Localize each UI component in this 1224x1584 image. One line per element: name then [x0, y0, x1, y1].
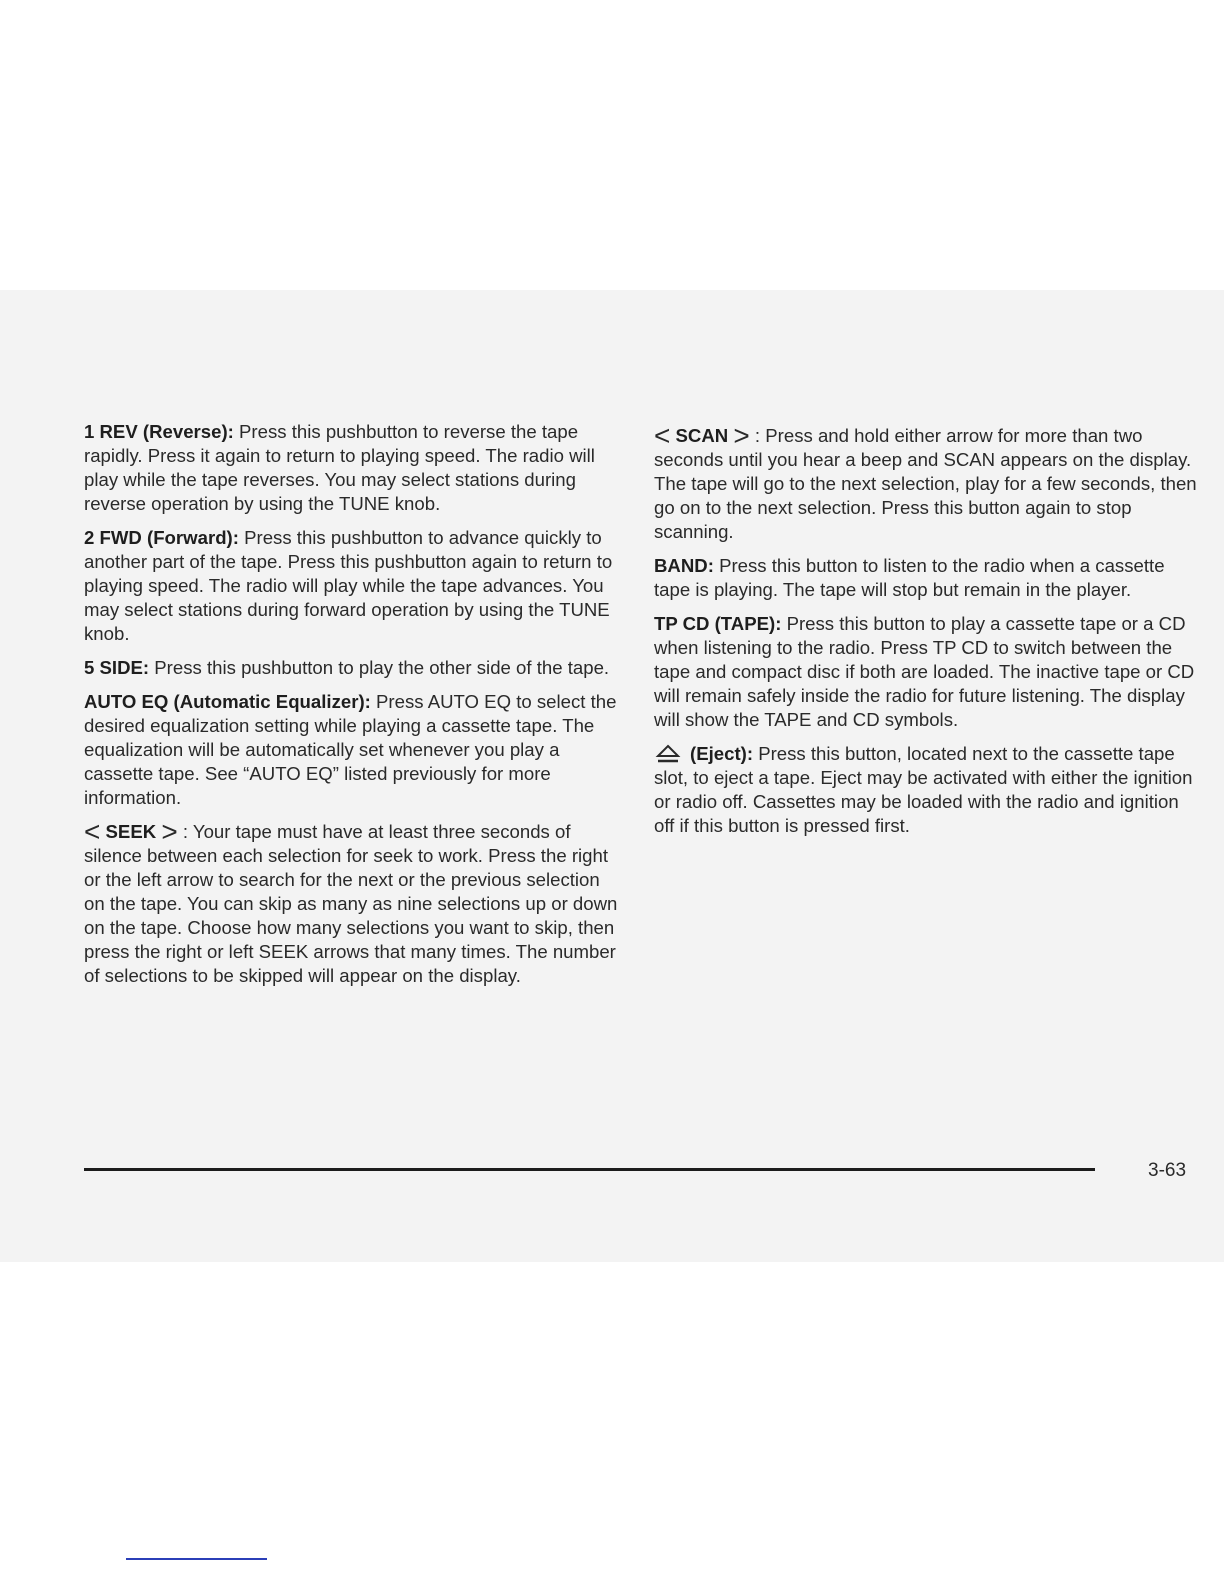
scan-left-arrow-icon: < — [654, 420, 671, 451]
auto-eq-paragraph — [84, 690, 619, 810]
tp-cd-text: Press this button to play a cassette tape or a CD when listening to the radio. Press TP CD to switch between the tape and compact disc if both are loaded. The inactive tape or CD will remain safely inside the radio for future listening. The display will show the TAPE and CD symbols. — [654, 613, 1195, 730]
fwd-term: 2 FWD (Forward): — [84, 527, 239, 548]
side-term: 5 SIDE: — [84, 657, 150, 678]
tp-cd-paragraph — [654, 612, 1199, 732]
side-text: Press this pushbutton to play the other side of the tape. — [149, 657, 610, 678]
seek-paragraph — [84, 816, 619, 988]
fwd-text: Press this pushbutton to advance quickly to another part of the tape. Press this pushbutton again to return to playing speed. The radio will play while the tape advances. You may select stations during forward operation by using the TUNE knob. — [84, 527, 613, 644]
seek-colon: : — [177, 821, 189, 842]
blue-underline-artifact — [126, 1558, 267, 1560]
seek-left-arrow-icon: < — [84, 816, 101, 847]
scan-colon: : — [749, 425, 761, 446]
eject-text: Press this button, located next to the cassette tape slot, to eject a tape. Eject may be activated with either the ignition or radio off. Cassettes may be loaded with the radio and ignition off if this button is pressed first. — [654, 743, 1193, 836]
scan-right-arrow-icon: > — [733, 420, 750, 451]
auto-eq-term: AUTO EQ (Automatic Equalizer): — [84, 691, 371, 712]
rev-text: Press this pushbutton to reverse the tape rapidly. Press it again to return to playing speed. The radio will play while the tape reverses. You may select stations during reverse operation by using the TUNE knob. — [84, 421, 595, 514]
eject-paragraph — [654, 742, 1199, 838]
band-paragraph — [654, 554, 1199, 602]
side-paragraph — [84, 656, 619, 680]
rev-paragraph — [84, 420, 619, 516]
seek-right-arrow-icon: > — [161, 816, 178, 847]
right-column — [654, 420, 1199, 848]
eject-icon — [654, 744, 682, 764]
eject-term: (Eject): — [690, 743, 754, 764]
tp-cd-term: TP CD (TAPE): — [654, 613, 782, 634]
band-term: BAND: — [654, 555, 714, 576]
rev-term: 1 REV (Reverse): — [84, 421, 234, 442]
seek-text: Your tape must have at least three seconds of silence between each selection for seek to work. Press the right or the left arrow to search for the next or the previous selection on the tape. You can skip as many as nine selections up or down on the tape. Choose how many selections you want to skip, then press the right or left SEEK arrows that many times. The number of selections to be skipped will appear on the display. — [84, 821, 618, 986]
scan-text: Press and hold either arrow for more than two seconds until you hear a beep and SCAN appears on the display. The tape will go to the next selection, play for a few seconds, then go on to the next selection. Press this button again to stop scanning. — [654, 425, 1197, 542]
band-text: Press this button to listen to the radio when a cassette tape is playing. The tape will stop but remain in the player. — [654, 555, 1165, 600]
seek-term: SEEK — [105, 821, 157, 842]
auto-eq-text: Press AUTO EQ to select the desired equalization setting while playing a cassette tape. The equalization will be automatically set whenever you play a cassette tape. See “AUTO EQ” listed previously for more information. — [84, 691, 617, 808]
scan-paragraph — [654, 420, 1199, 544]
scan-term: SCAN — [675, 425, 729, 446]
page-number: 3-63 — [1148, 1160, 1187, 1181]
footer-rule — [84, 1168, 1095, 1171]
fwd-paragraph — [84, 526, 619, 646]
left-column — [84, 420, 619, 998]
